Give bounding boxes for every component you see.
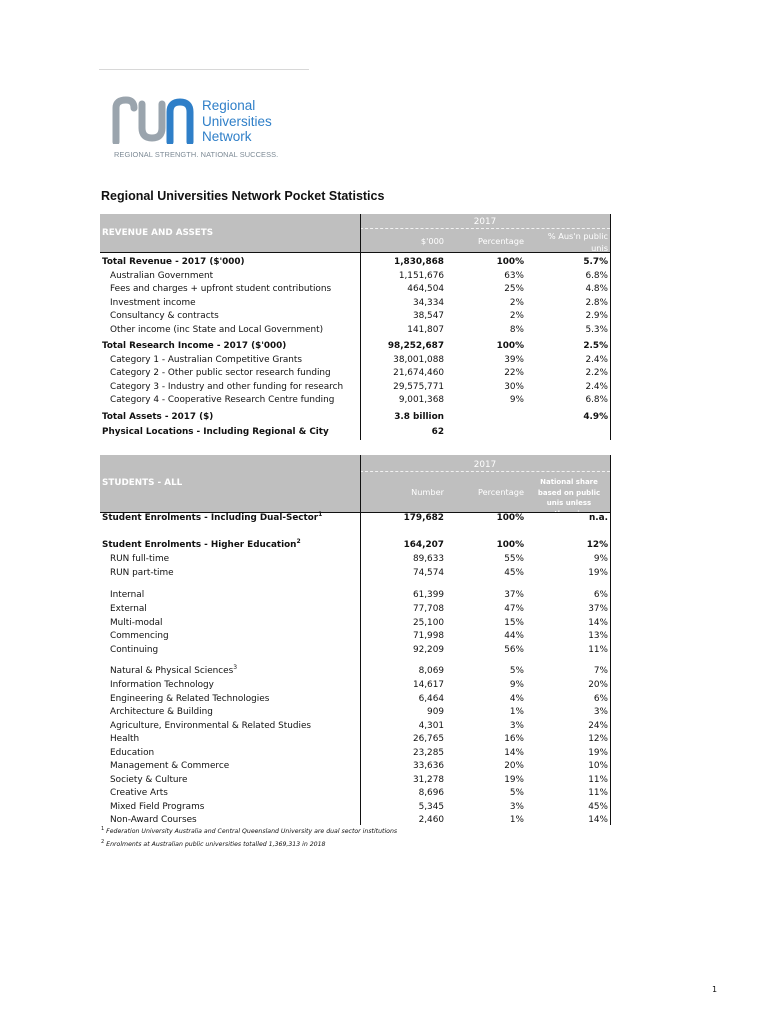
row-value-v2: 55% [504, 554, 524, 564]
row-label [102, 411, 213, 424]
row-value-v1: 8,696 [418, 788, 444, 798]
row-value-v3: 4.8% [585, 284, 608, 294]
table-row [100, 512, 610, 525]
students-divider-right [610, 455, 611, 825]
footnote-1-text: Federation University Australia and Central Queensland University are dual sector institutions [106, 828, 398, 836]
row-value-v3: 20% [588, 680, 608, 690]
row-value-v1: 14,617 [412, 680, 444, 690]
row-label [110, 324, 323, 337]
row-label [110, 665, 237, 678]
row-value-v3: 19% [588, 568, 608, 578]
row-label [110, 354, 302, 367]
table-row [100, 367, 610, 380]
footnote-2 [101, 839, 325, 848]
row-label [110, 679, 214, 692]
logo-wordmark [202, 98, 272, 145]
row-label [110, 733, 139, 746]
row-label-text: Australian Government [110, 270, 214, 281]
row-label-text: Investment income [110, 297, 196, 308]
row-value-v1: 909 [427, 707, 444, 717]
table-row [100, 747, 610, 760]
row-value-v3: 6% [593, 590, 608, 600]
document-title: Regional Universities Network Pocket Statistics [101, 189, 385, 203]
row-value-v1: 4,301 [418, 720, 444, 731]
row-value-v3: 12% [586, 540, 608, 550]
revenue-assets-table [100, 214, 610, 440]
table-row [100, 706, 610, 719]
row-value-v2: 16% [504, 734, 524, 744]
students-section-title: STUDENTS - ALL [102, 478, 183, 488]
row-label-text: Creative Arts [110, 788, 168, 798]
table-row [100, 270, 610, 283]
row-label-text: Agriculture, Environmental & Related Studies [110, 720, 312, 731]
row-value-v1: 3.8 billion [394, 412, 444, 422]
row-value-v2: 100% [496, 257, 524, 267]
row-value-v3: 2.9% [585, 311, 608, 321]
row-value-v1: 179,682 [403, 513, 444, 523]
row-label [110, 801, 204, 814]
row-value-v2: 5% [509, 666, 524, 676]
students-table [100, 455, 610, 825]
row-value-v2: 37% [504, 590, 524, 600]
row-value-v2: 15% [504, 617, 524, 628]
row-label-text: Total Assets - 2017 ($) [102, 412, 214, 422]
revenue-divider-right [610, 214, 611, 440]
row-value-v2: 3% [509, 720, 524, 731]
row-value-v2: 9% [509, 680, 524, 690]
header-rule [99, 69, 309, 70]
row-value-v1: 21,674,460 [393, 368, 444, 378]
row-label [110, 270, 213, 283]
row-value-v3: 14% [588, 815, 608, 825]
row-value-v1: 9,001,368 [398, 395, 444, 405]
footnote-marker: 2 [296, 538, 301, 546]
logo-tagline: REGIONAL STRENGTH. NATIONAL SUCCESS. [114, 150, 279, 159]
table-row [100, 567, 610, 580]
row-label [110, 283, 331, 296]
row-label-text: Physical Locations - Including Regional & City [102, 427, 329, 437]
row-value-v3: 2.8% [585, 297, 608, 308]
row-label-text: Student Enrolments - Including Dual-Sector [102, 513, 319, 523]
row-value-v3: 24% [588, 720, 608, 731]
row-value-v3: 11% [588, 644, 608, 655]
students-col-percentage: Percentage [477, 487, 524, 497]
row-value-v1: 8,069 [418, 666, 444, 676]
table-row [100, 324, 610, 337]
row-value-v1: 23,285 [412, 747, 444, 758]
row-value-v2: 2% [509, 311, 524, 321]
row-label-text: Information Technology [110, 680, 214, 690]
table-row [100, 297, 610, 310]
row-label-text: RUN full-time [110, 554, 170, 564]
row-label-text: Consultancy & contracts [110, 311, 219, 321]
table-row [100, 340, 610, 353]
row-label [110, 367, 331, 380]
row-value-v2: 2% [509, 297, 524, 308]
footnote-marker: 3 [233, 664, 238, 672]
row-label [110, 381, 343, 394]
revenue-year-header: 2017 [360, 217, 610, 229]
table-row [100, 256, 610, 269]
row-label [110, 617, 163, 630]
row-value-v1: 164,207 [403, 540, 444, 550]
row-value-v2: 100% [496, 540, 524, 550]
row-value-v2: 19% [504, 774, 524, 785]
row-value-v3: 2.2% [585, 368, 608, 378]
table-row [100, 693, 610, 706]
row-label-text: Engineering & Related Technologies [110, 693, 270, 704]
row-label [110, 747, 154, 760]
table-row [100, 603, 610, 616]
table-row [100, 760, 610, 773]
row-value-v3: 14% [588, 617, 608, 628]
row-label [102, 340, 286, 353]
row-value-v1: 89,633 [412, 554, 444, 564]
row-value-v1: 62 [431, 427, 444, 437]
row-value-v1: 29,575,771 [393, 381, 444, 392]
students-year-header: 2017 [360, 459, 610, 472]
row-value-v2: 100% [496, 341, 524, 351]
row-value-v1: 6,464 [418, 693, 444, 704]
row-value-v3: 5.7% [583, 257, 608, 267]
table-row [100, 665, 610, 678]
row-value-v3: 2.5% [583, 341, 608, 351]
row-value-v2: 20% [504, 761, 524, 771]
row-value-v1: 71,998 [412, 631, 444, 641]
row-value-v3: 6% [593, 693, 608, 704]
row-value-v3: 6.8% [585, 395, 608, 405]
row-value-v3: 6.8% [585, 270, 608, 281]
table-row [100, 733, 610, 746]
row-value-v1: 61,399 [412, 590, 444, 600]
table-row [100, 310, 610, 323]
row-label [110, 589, 144, 602]
row-value-v3: 11% [588, 788, 608, 798]
row-label [110, 567, 174, 580]
row-value-v2: 1% [509, 815, 524, 825]
row-value-v1: 2,460 [418, 815, 444, 825]
revenue-section-title: REVENUE AND ASSETS [102, 228, 214, 238]
row-value-v3: 4.9% [583, 412, 608, 422]
table-row [100, 679, 610, 692]
run-logo [112, 90, 312, 162]
row-value-v3: 37% [588, 604, 608, 614]
row-label [110, 644, 158, 657]
table-row [100, 539, 610, 552]
row-value-v2: 30% [504, 381, 524, 392]
row-value-v2: 5% [509, 788, 524, 798]
row-label [110, 310, 219, 323]
table-row [100, 720, 610, 733]
row-label [102, 512, 322, 525]
row-value-v2: 25% [504, 284, 524, 294]
row-label [102, 256, 245, 269]
table-row [100, 283, 610, 296]
row-value-v3: 9% [593, 554, 608, 564]
row-label-text: Internal [110, 590, 145, 600]
row-value-v1: 1,151,676 [398, 270, 444, 281]
row-label-text: Multi-modal [110, 617, 163, 628]
row-label [102, 539, 301, 552]
row-value-v1: 74,574 [412, 568, 444, 578]
row-value-v3: 12% [588, 734, 608, 744]
row-label-text: RUN part-time [110, 568, 174, 578]
row-value-v1: 38,001,088 [393, 355, 444, 365]
footnote-1-number: 1 [101, 826, 105, 832]
row-label-text: Health [110, 734, 140, 744]
table-row [100, 787, 610, 800]
row-value-v2: 39% [504, 355, 524, 365]
row-value-v2: 44% [504, 631, 524, 641]
row-value-v2: 14% [504, 747, 524, 758]
revenue-header-rule [100, 252, 610, 253]
row-label-text: Category 2 - Other public sector research funding [110, 368, 331, 378]
row-value-v1: 1,830,868 [394, 257, 444, 267]
table-row [100, 394, 610, 407]
row-label [110, 760, 229, 773]
row-value-v1: 464,504 [407, 284, 444, 294]
table-row [100, 630, 610, 643]
table-row [100, 426, 610, 439]
row-value-v1: 5,345 [418, 801, 444, 812]
row-label-text: Natural & Physical Sciences [110, 666, 234, 676]
row-value-v3: 3% [593, 707, 608, 717]
row-value-v1: 98,252,687 [387, 341, 444, 351]
row-label [110, 693, 269, 706]
row-label-text: Other income (inc State and Local Government) [110, 324, 324, 335]
row-value-v2: 1% [509, 707, 524, 717]
row-label-text: Continuing [110, 644, 159, 655]
row-label [110, 553, 169, 566]
row-value-v3: 45% [588, 801, 608, 812]
row-label-text: External [110, 604, 147, 614]
table-row [100, 774, 610, 787]
students-col-number: Number [411, 487, 444, 497]
table-row [100, 381, 610, 394]
row-label-text: Student Enrolments - Higher Education [102, 540, 297, 550]
revenue-col-share: % Aus'n public unis [547, 231, 608, 253]
row-label-text: Category 3 - Industry and other funding for research [110, 381, 344, 392]
row-value-v2: 56% [504, 644, 524, 655]
row-value-v3: 11% [588, 774, 608, 785]
row-label [110, 630, 169, 643]
logo-name-line1: Regional [202, 98, 256, 113]
row-label [110, 394, 334, 407]
row-label-text: Management & Commerce [110, 761, 230, 771]
row-value-v2: 100% [496, 513, 524, 523]
row-label-text: Commencing [110, 631, 169, 641]
row-label-text: Non-Award Courses [110, 815, 197, 825]
row-value-v1: 141,807 [407, 324, 444, 335]
row-value-v1: 38,547 [412, 311, 444, 321]
table-row [100, 553, 610, 566]
row-value-v2: 9% [509, 395, 524, 405]
table-row [100, 644, 610, 657]
row-label-text: Education [110, 747, 155, 758]
row-value-v3: 2.4% [585, 381, 608, 392]
row-label-text: Society & Culture [110, 774, 188, 785]
row-value-v3: 13% [588, 631, 608, 641]
row-label [110, 297, 196, 310]
row-value-v2: 63% [504, 270, 524, 281]
logo-name-line3: Network [202, 129, 252, 144]
table-row [100, 801, 610, 814]
revenue-col-percentage: Percentage [477, 236, 524, 246]
logo-name-line2: Universities [202, 113, 272, 129]
row-label-text: Architecture & Building [110, 707, 213, 717]
row-value-v1: 34,334 [412, 297, 444, 308]
row-label-text: Total Revenue - 2017 ($'000) [102, 257, 245, 267]
table-row [100, 354, 610, 367]
row-label [110, 720, 311, 733]
footnote-2-number: 2 [101, 839, 105, 845]
row-value-v3: 2.4% [585, 355, 608, 365]
students-col-national-share: National share based on public unis unless otherwise indicated [537, 478, 601, 528]
row-value-v2: 47% [504, 604, 524, 614]
row-value-v1: 77,708 [412, 604, 444, 614]
row-value-v1: 33,636 [412, 761, 444, 771]
table-row [100, 411, 610, 424]
footnote-marker: 1 [318, 511, 323, 519]
row-value-v3: 5.3% [585, 324, 608, 335]
page-number: 1 [712, 985, 718, 994]
row-value-v3: 7% [593, 666, 608, 676]
table-row [100, 617, 610, 630]
row-label [102, 426, 329, 439]
row-value-v2: 45% [504, 568, 524, 578]
row-label-text: Total Research Income - 2017 ($'000) [102, 341, 287, 351]
row-value-v2: 22% [504, 368, 524, 378]
table-row [100, 589, 610, 602]
row-label [110, 706, 213, 719]
row-label [110, 787, 168, 800]
row-value-v2: 8% [509, 324, 524, 335]
row-value-v3: 10% [588, 761, 608, 771]
row-label-text: Category 1 - Australian Competitive Grants [110, 355, 303, 365]
row-value-v3: n.a. [588, 513, 608, 523]
row-value-v2: 3% [509, 801, 524, 812]
row-label-text: Mixed Field Programs [110, 801, 205, 812]
row-value-v1: 92,209 [412, 644, 444, 655]
revenue-col-amount: $'000 [420, 236, 444, 246]
footnote-2-text: Enrolments at Australian public universities totalled 1,369,313 in 2018 [106, 841, 326, 849]
row-label [110, 603, 147, 616]
row-label-text: Fees and charges + upfront student contributions [110, 284, 332, 294]
row-value-v2: 4% [509, 693, 524, 704]
row-value-v1: 26,765 [412, 734, 444, 744]
row-label [110, 774, 187, 787]
row-value-v1: 31,278 [412, 774, 444, 785]
run-logo-mark [112, 94, 196, 144]
row-value-v3: 19% [588, 747, 608, 758]
row-label-text: Category 4 - Cooperative Research Centre funding [110, 395, 335, 405]
footnote-1 [101, 826, 397, 835]
row-value-v1: 25,100 [412, 617, 444, 628]
